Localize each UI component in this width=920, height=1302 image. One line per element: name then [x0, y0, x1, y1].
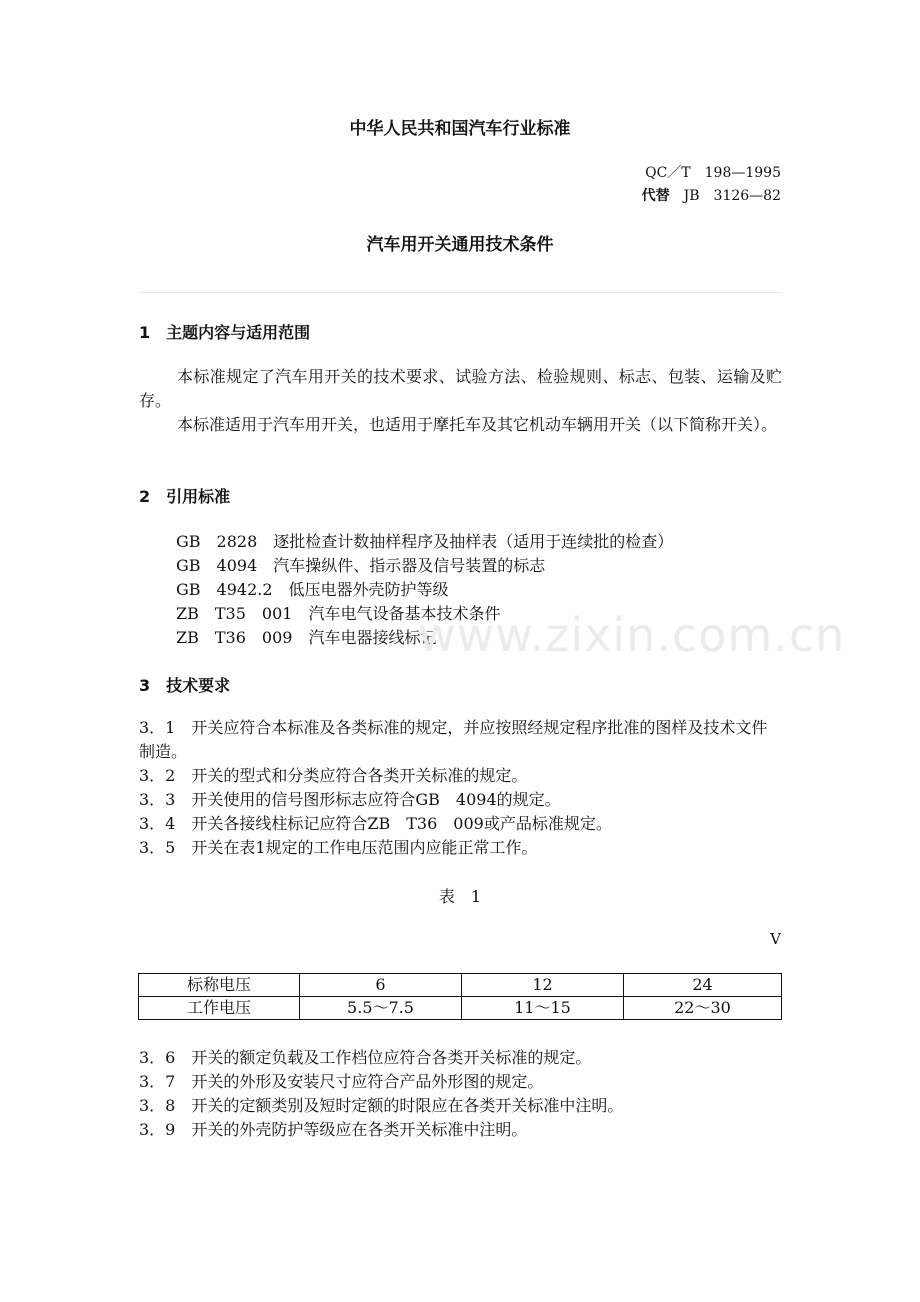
clause-number: 3．8 [139, 1096, 192, 1115]
standard-number: QC／T 198—1995 [645, 165, 781, 181]
clause-3-3 [139, 788, 782, 812]
clause-3-2 [139, 764, 782, 788]
clause-number: 3．2 [139, 766, 192, 785]
section-1-paragraph-2: 本标准适用于汽车用开关，也适用于摩托车及其它机动车辆用开关（以下简称开关）。 [177, 415, 778, 434]
clause-3-9 [139, 1118, 782, 1142]
clause-text: 开关使用的信号图形标志应符合GB 4094的规定。 [191, 790, 561, 809]
org-title: 中华人民共和国汽车行业标准 [349, 119, 571, 139]
voltage-table [138, 973, 782, 1020]
reference-item: ZB T35 001 汽车电气设备基本技术条件 [176, 604, 501, 623]
clause-text: 开关的额定负载及工作档位应符合各类开关标准的规定。 [191, 1048, 592, 1067]
replaces-line [642, 185, 781, 205]
section-2-heading: 2 引用标准 [139, 487, 231, 506]
reference-item: ZB T36 009 汽车电器接线标记 [176, 628, 437, 647]
clause-text: 开关的外形及安装尺寸应符合产品外形图的规定。 [191, 1072, 544, 1091]
table-unit: V [770, 930, 781, 948]
replaces-label: 代替 [641, 188, 670, 204]
clause-text: 开关的定额类别及短时定额的时限应在各类开关标准中注明。 [191, 1096, 624, 1115]
clause-3-4 [139, 812, 782, 836]
clause-3-7 [139, 1070, 782, 1094]
clause-number: 3．7 [139, 1072, 192, 1091]
document-title: 汽车用开关通用技术条件 [366, 235, 554, 255]
table-cell: 22～30 [624, 997, 782, 1020]
clause-number: 3．6 [139, 1048, 192, 1067]
table-cell: 24 [624, 974, 782, 997]
clause-number: 3．9 [139, 1120, 192, 1139]
clause-text: 开关的型式和分类应符合各类开关标准的规定。 [191, 766, 528, 785]
clause-3-6 [139, 1046, 782, 1070]
table-row [139, 997, 782, 1020]
clause-3-8 [139, 1094, 782, 1118]
section-1-paragraph-1: 本标准规定了汽车用开关的技术要求、试验方法、检验规则、标志、包装、运输及贮存。 [139, 367, 782, 410]
table-cell: 6 [300, 974, 462, 997]
clause-number: 3．1 [139, 718, 192, 737]
table-cell: 工作电压 [139, 997, 300, 1020]
reference-item: GB 2828 逐批检查计数抽样程序及抽样表（适用于连续批的检查） [176, 532, 674, 551]
clause-number: 3．5 [139, 838, 192, 857]
table-cell: 标称电压 [139, 974, 300, 997]
table-cell: 5.5～7.5 [300, 997, 462, 1020]
section-1-heading: 1 主题内容与适用范围 [139, 323, 311, 342]
reference-item: GB 4942.2 低压电器外壳防护等级 [176, 580, 449, 599]
section-3-heading: 3 技术要求 [139, 676, 231, 695]
table-cell: 12 [462, 974, 624, 997]
clause-3-1 [139, 716, 782, 764]
watermark: www.zixin.com.cn [418, 608, 846, 662]
clause-text: 开关在表1规定的工作电压范围内应能正常工作。 [191, 838, 538, 857]
clause-text: 开关的外壳防护等级应在各类开关标准中注明。 [191, 1120, 528, 1139]
replaces-number: JB 3126—82 [683, 188, 781, 204]
clause-text: 开关各接线柱标记应符合ZB T36 009或产品标准规定。 [191, 814, 612, 833]
clause-text: 开关应符合本标准及各类标准的规定，并应按照经规定程序批准的图样及技术文件制造。 [139, 718, 768, 761]
clause-3-5 [139, 836, 782, 860]
table-caption: 表 1 [438, 887, 482, 906]
clause-number: 3．4 [139, 814, 192, 833]
clause-number: 3．3 [139, 790, 192, 809]
header-divider [139, 292, 782, 293]
table-row [139, 974, 782, 997]
reference-item: GB 4094 汽车操纵件、指示器及信号装置的标志 [176, 556, 546, 575]
table-cell: 11～15 [462, 997, 624, 1020]
